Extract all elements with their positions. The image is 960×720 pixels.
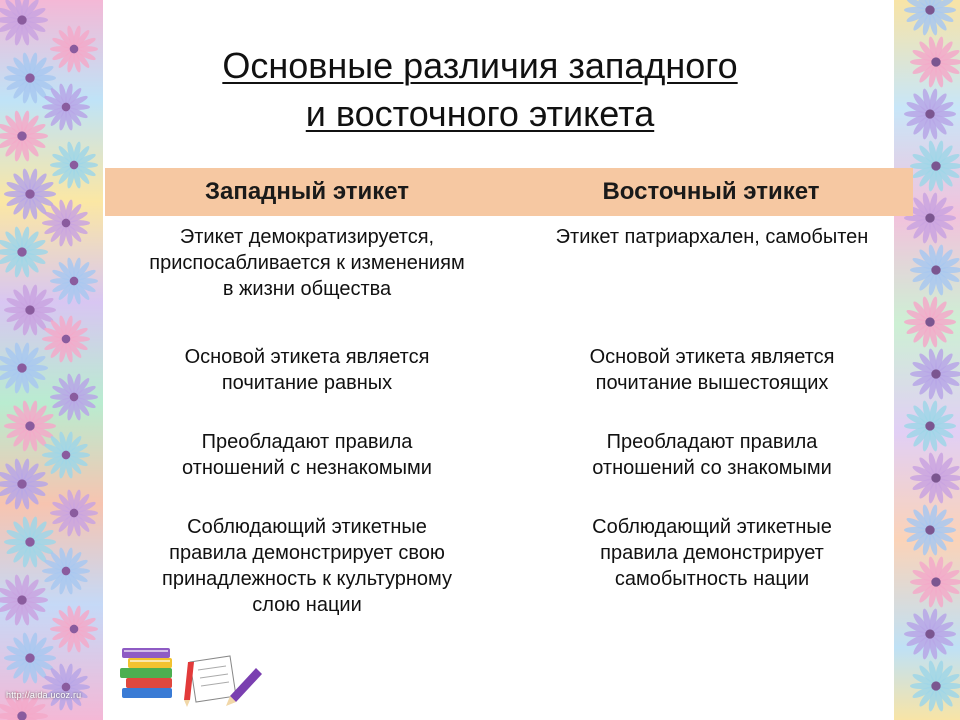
flower-border-icon: [0, 0, 103, 720]
watermark: http://aida.ucoz.ru: [6, 690, 82, 700]
table-cell: [106, 429, 508, 481]
page-title: [110, 42, 850, 138]
flower-icon: [904, 88, 956, 140]
flower-icon: [0, 458, 48, 510]
flower-icon: [904, 608, 956, 660]
flower-icon: [50, 141, 98, 189]
cell-line: приспосабливается к изменениям: [149, 252, 465, 274]
cell-line: почитание вышестоящих: [595, 372, 829, 394]
flower-icon: [904, 296, 956, 348]
flower-icon: [910, 660, 960, 712]
flower-icon: [910, 556, 960, 608]
cell-line: Основой этикета является: [589, 346, 835, 368]
paper-icon: [190, 656, 236, 702]
table-cell: [106, 224, 508, 302]
flower-icon: [904, 0, 956, 36]
table-cell: [512, 344, 912, 396]
table-cell: [106, 514, 508, 618]
cell-line: Соблюдающий этикетные: [187, 516, 427, 538]
cell-line: Этикет демократизируется,: [179, 226, 435, 248]
flower-icon: [910, 452, 960, 504]
cell-line: Преобладают правила: [606, 431, 818, 453]
cell-line: Основой этикета является: [184, 346, 430, 368]
table-cell: [512, 514, 912, 592]
flower-icon: [42, 199, 90, 247]
table-cell: [512, 429, 912, 481]
cell-line: Преобладают правила: [201, 431, 413, 453]
flower-icon: [50, 257, 98, 305]
cell-line: в жизни общества: [222, 278, 392, 300]
title-line-1: Основные различия западного: [222, 45, 738, 86]
flower-icon: [50, 373, 98, 421]
flower-icon: [910, 348, 960, 400]
floral-border-left: [0, 0, 103, 720]
cell-line: самобытность нации: [614, 568, 810, 590]
flower-icon: [0, 342, 48, 394]
flower-icon: [42, 663, 90, 711]
flower-icon: [42, 431, 90, 479]
cell-line: отношений с незнакомыми: [182, 457, 432, 479]
flower-icon: [50, 605, 98, 653]
flower-icon: [910, 36, 960, 88]
flower-icon: [50, 25, 98, 73]
flower-icon: [42, 315, 90, 363]
table-cell: [106, 344, 508, 396]
table-cell: [512, 224, 912, 250]
cell-line: почитание равных: [221, 372, 393, 394]
flower-icon: [42, 547, 90, 595]
cell-line: Соблюдающий этикетные: [592, 516, 832, 538]
books-stack-icon: [120, 648, 172, 698]
cell-line: принадлежность к культурному: [161, 568, 452, 590]
flower-icon: [0, 226, 48, 278]
cell-line: Этикет патриархален, самобытен: [555, 226, 869, 248]
header-eastern: Восточный этикет: [602, 178, 820, 205]
books-icon: [118, 640, 268, 710]
table-header: [105, 168, 913, 216]
cell-line: правила демонстрирует свою: [169, 542, 445, 564]
flower-icon: [910, 244, 960, 296]
flower-icon: [50, 489, 98, 537]
flower-icon: [0, 110, 48, 162]
flower-icon: [42, 83, 90, 131]
cell-line: слою нации: [252, 594, 362, 616]
cell-line: правила демонстрирует: [600, 542, 824, 564]
cell-line: отношений со знакомыми: [592, 457, 832, 479]
flower-icon: [0, 574, 48, 626]
header-western: Западный этикет: [204, 178, 410, 205]
flower-icon: [0, 0, 48, 46]
title-line-2: и восточного этикета: [305, 93, 655, 134]
flower-icon: [910, 140, 960, 192]
